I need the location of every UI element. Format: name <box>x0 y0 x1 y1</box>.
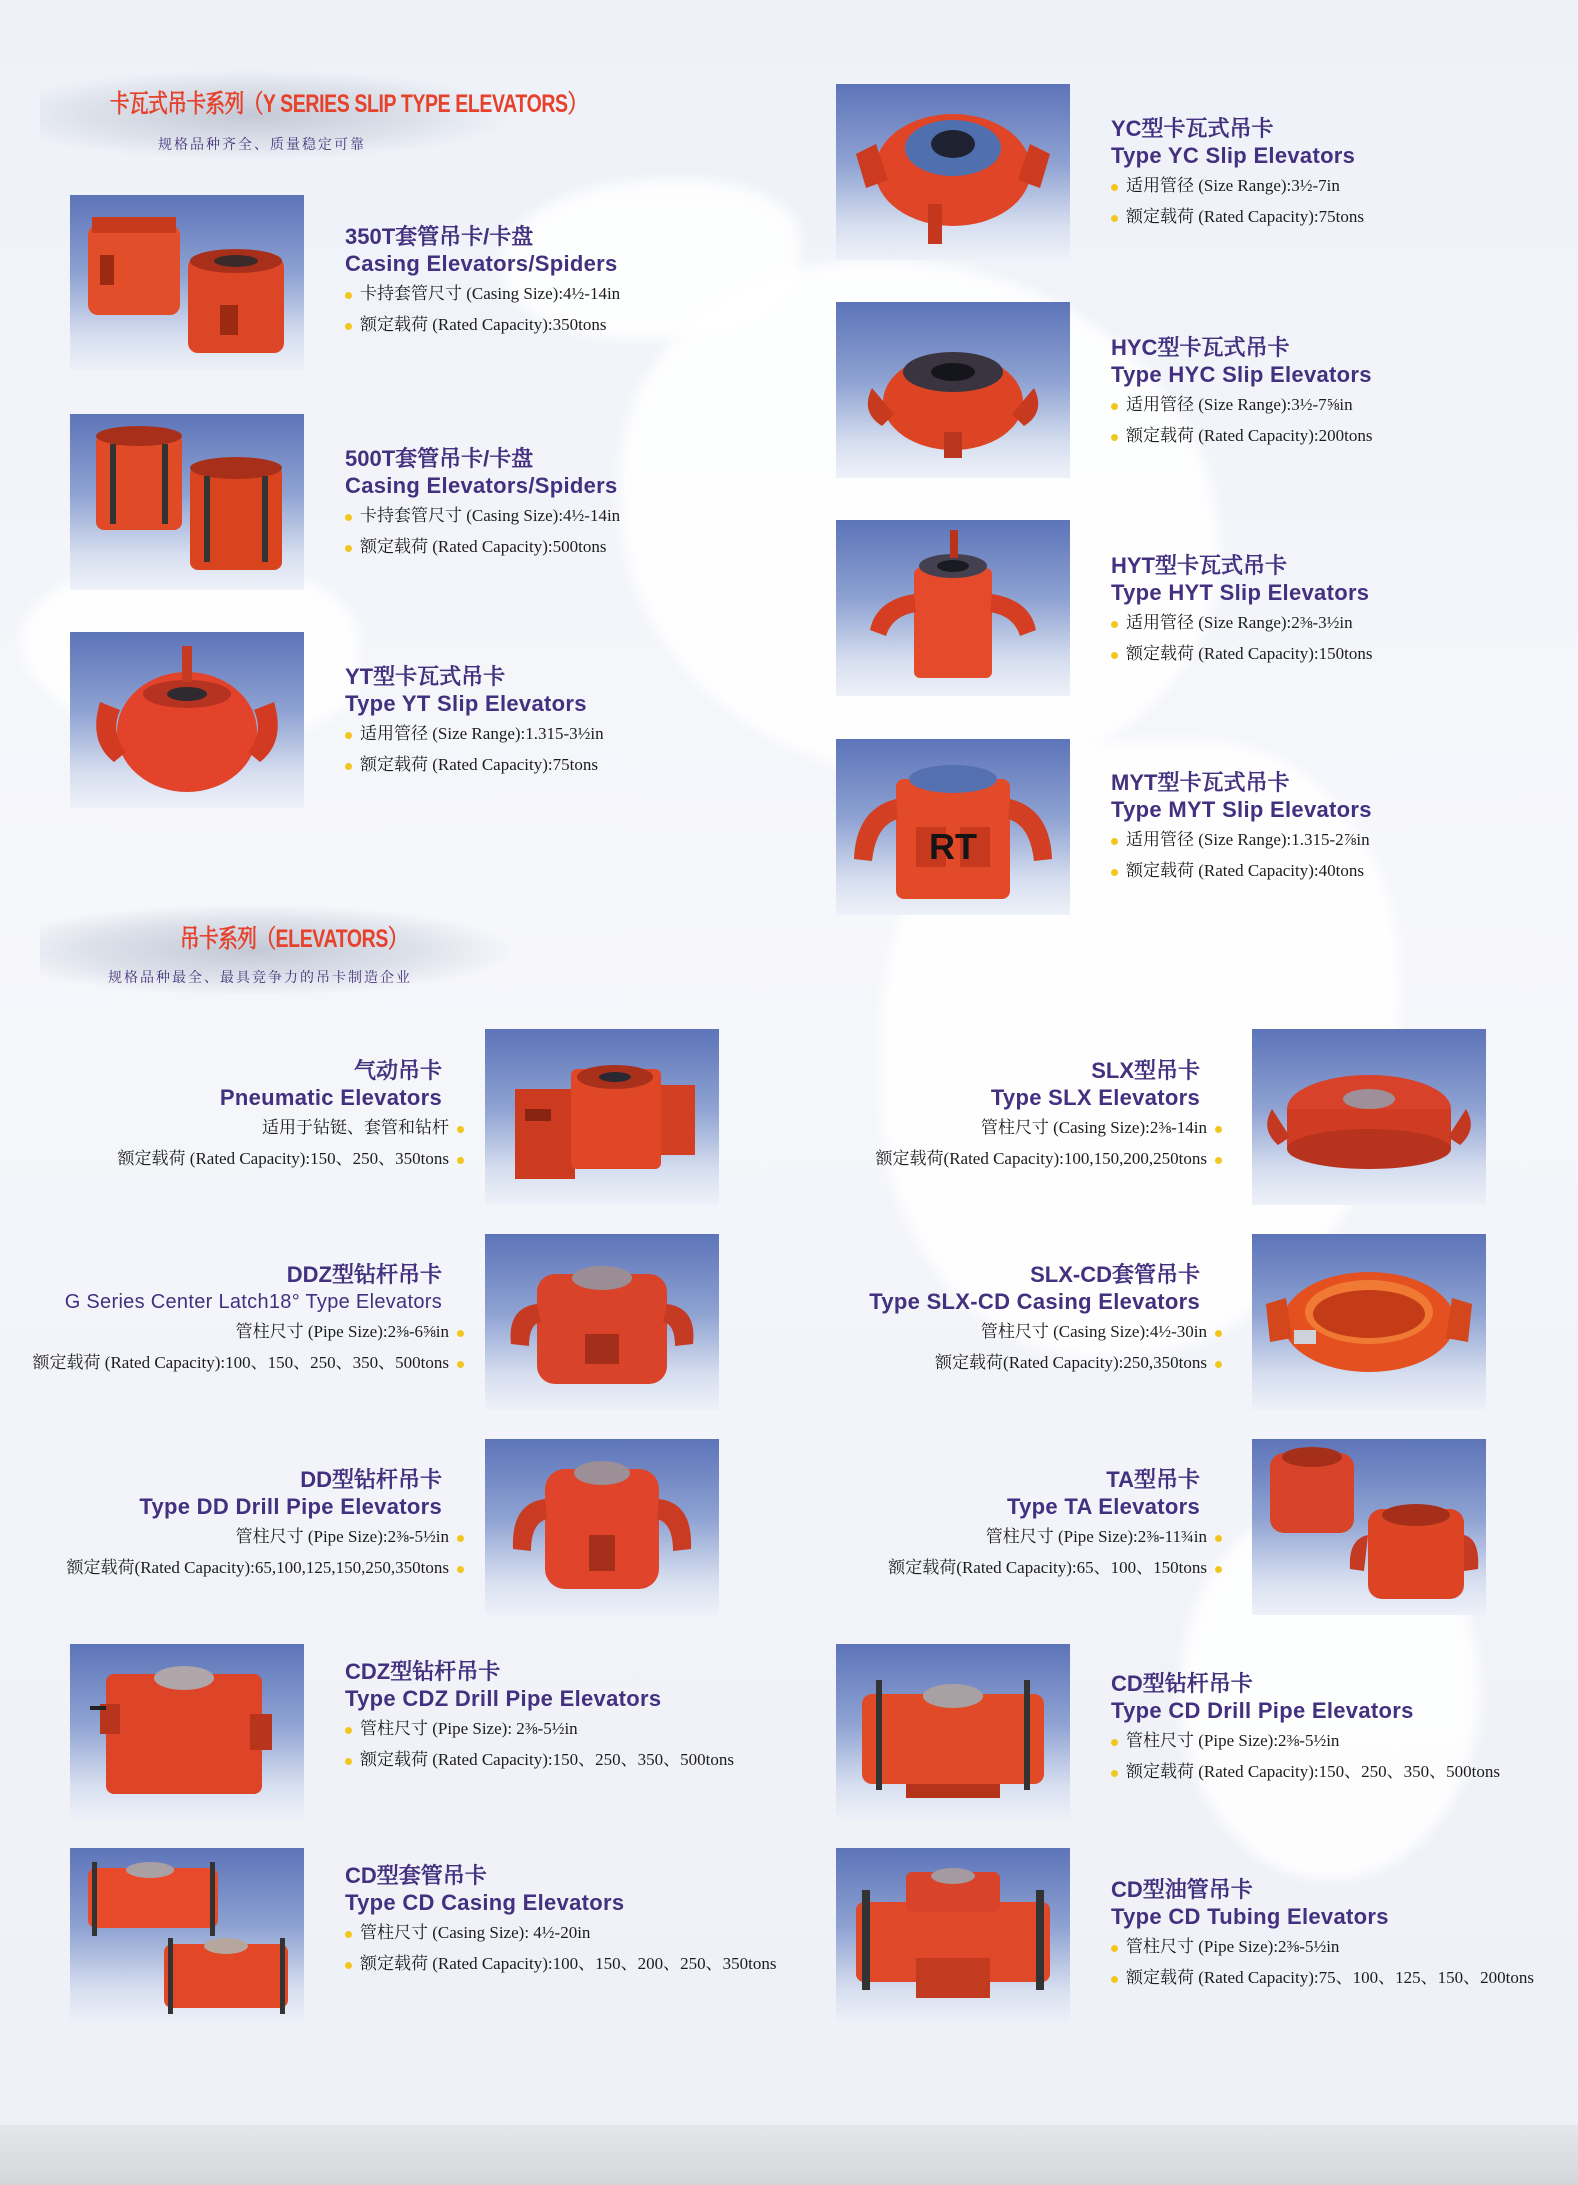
product-cn-title: CDZ型钻杆吊卡 <box>345 1659 501 1684</box>
elevators-series-subtitle: 规格品种最全、最具竞争力的吊卡制造企业 <box>108 969 412 985</box>
product-photo-ta <box>1252 1439 1486 1615</box>
product-entry-yt <box>345 664 765 780</box>
spec-line-capacity: 额定载荷 (Rated Capacity):100、150、200、250、350tons <box>345 1948 765 1979</box>
bullet-dot <box>345 545 352 552</box>
bullet-dot <box>1111 215 1118 222</box>
product-cn-title: CD型套管吊卡 <box>345 1863 487 1888</box>
spec-line-capacity: 额定载荷 (Rated Capacity):100、150、250、350、500tons <box>22 1347 464 1378</box>
product-en-title: Type YC Slip Elevators <box>1111 143 1356 168</box>
product-entry-myt <box>1111 770 1531 886</box>
product-en-title: Type CD Casing Elevators <box>345 1890 625 1915</box>
product-en-title: Type YT Slip Elevators <box>345 691 587 716</box>
product-en-title: Type SLX Elevators <box>990 1085 1200 1110</box>
product-entry-yc <box>1111 116 1531 232</box>
rt-marking: RT <box>929 826 977 867</box>
bullet-dot <box>345 323 352 330</box>
product-entry-slx <box>780 1058 1222 1174</box>
bullet-dot <box>1215 1361 1222 1368</box>
product-en-title: Pneumatic Elevators <box>219 1085 442 1110</box>
spec-line-capacity: 额定载荷(Rated Capacity):65,100,125,150,250,350tons <box>22 1552 464 1583</box>
bullet-dot <box>1111 1739 1118 1746</box>
spec-line-capacity: 额定载荷 (Rated Capacity):500tons <box>345 531 765 562</box>
product-photo-500t <box>70 414 304 590</box>
product-photo-pneumatic <box>485 1029 719 1205</box>
product-en-title: Casing Elevators/Spiders <box>345 473 618 498</box>
spec-line-capacity: 额定载荷(Rated Capacity):65、100、150tons <box>780 1552 1222 1583</box>
product-cn-title: 350T套管吊卡/卡盘 <box>345 224 534 249</box>
spec-line-size: 适用管径 (Size Range):3½-7in <box>1111 170 1531 201</box>
product-cn-title: DD型钻杆吊卡 <box>300 1467 442 1492</box>
spec-line-capacity: 额定载荷(Rated Capacity):100,150,200,250tons <box>780 1143 1222 1174</box>
slip-series-title: 卡瓦式吊卡系列（Y SERIES SLIP TYPE ELEVATORS） <box>110 90 587 118</box>
spec-line-capacity: 额定载荷(Rated Capacity):250,350tons <box>780 1347 1222 1378</box>
product-photo-350t <box>70 195 304 371</box>
product-en-title: Type SLX-CD Casing Elevators <box>869 1289 1200 1314</box>
spec-line-capacity: 额定载荷 (Rated Capacity):75、100、125、150、200tons <box>1111 1962 1531 1993</box>
product-entry-cd-casing <box>345 1863 777 1979</box>
bullet-dot <box>345 1962 352 1969</box>
product-en-title: Type HYT Slip Elevators <box>1111 580 1370 605</box>
product-cn-title: SLX型吊卡 <box>1091 1058 1200 1083</box>
spec-line-size: 适用管径 (Size Range):3½-7⅝in <box>1111 389 1531 420</box>
product-en-title: Type CD Drill Pipe Elevators <box>1111 1698 1414 1723</box>
spec-line-size: 卡持套管尺寸 (Casing Size):4½-14in <box>345 278 765 309</box>
spec-line-size: 管柱尺寸 (Pipe Size):2⅜-11¾in <box>780 1521 1222 1552</box>
scan-edge-band <box>0 2125 1578 2185</box>
spec-line-size: 适用管径 (Size Range):1.315-2⅞in <box>1111 824 1531 855</box>
product-en-title: Type DD Drill Pipe Elevators <box>139 1494 442 1519</box>
bullet-dot <box>345 1727 352 1734</box>
product-entry-cdz <box>345 1659 765 1775</box>
spec-line-capacity: 额定载荷 (Rated Capacity):150、250、350、500tons <box>345 1744 765 1775</box>
spec-line-capacity: 额定载荷 (Rated Capacity):350tons <box>345 309 765 340</box>
product-cn-title: CD型油管吊卡 <box>1111 1877 1253 1902</box>
product-photo-dd <box>485 1439 719 1615</box>
bullet-dot <box>457 1566 464 1573</box>
product-entry-dd <box>22 1467 464 1583</box>
product-photo-slxcd <box>1252 1234 1486 1410</box>
bullet-dot <box>1111 1945 1118 1952</box>
bullet-dot <box>1111 838 1118 845</box>
bullet-dot <box>457 1361 464 1368</box>
product-cn-title: YT型卡瓦式吊卡 <box>345 664 506 689</box>
bullet-dot <box>457 1157 464 1164</box>
product-en-title: Type TA Elevators <box>1007 1494 1200 1519</box>
bullet-dot <box>345 514 352 521</box>
product-entry-hyc <box>1111 335 1531 451</box>
product-cn-title: TA型吊卡 <box>1106 1467 1200 1492</box>
bullet-dot <box>1111 1770 1118 1777</box>
spec-line-capacity: 额定载荷 (Rated Capacity):150、250、350tons <box>22 1143 464 1174</box>
product-en-title: Type HYC Slip Elevators <box>1111 362 1372 387</box>
bullet-dot <box>345 763 352 770</box>
product-photo-cd-casing <box>70 1848 304 2024</box>
product-cn-title: DDZ型钻杆吊卡 <box>286 1262 442 1287</box>
bullet-dot <box>457 1330 464 1337</box>
spec-line-capacity: 额定载荷 (Rated Capacity):75tons <box>345 749 765 780</box>
spec-line-size: 适用管径 (Size Range):1.315-3½in <box>345 718 765 749</box>
bullet-dot <box>1111 434 1118 441</box>
product-cn-title: YC型卡瓦式吊卡 <box>1111 116 1274 141</box>
product-en-title: Casing Elevators/Spiders <box>345 251 618 276</box>
elevators-series-title: 吊卡系列（ELEVATORS） <box>180 925 408 953</box>
product-cn-title: MYT型卡瓦式吊卡 <box>1111 770 1290 795</box>
product-entry-pneumatic <box>22 1058 464 1174</box>
spec-line-size: 管柱尺寸 (Casing Size):4½-30in <box>780 1316 1222 1347</box>
spec-line-size: 卡持套管尺寸 (Casing Size):4½-14in <box>345 500 765 531</box>
product-cn-title: 气动吊卡 <box>353 1058 442 1083</box>
product-en-title: Type MYT Slip Elevators <box>1111 797 1372 822</box>
slip-series-banner <box>40 70 587 160</box>
bullet-dot <box>1111 184 1118 191</box>
product-entry-hyt <box>1111 553 1531 669</box>
bullet-dot <box>1215 1566 1222 1573</box>
bullet-dot <box>1111 652 1118 659</box>
bullet-dot <box>345 292 352 299</box>
spec-line-capacity: 额定载荷 (Rated Capacity):200tons <box>1111 420 1531 451</box>
product-photo-cd-drillpipe <box>836 1644 1070 1820</box>
product-entry-cd-drillpipe <box>1111 1671 1531 1787</box>
product-photo-ddz <box>485 1234 719 1410</box>
product-photo-hyc <box>836 302 1070 478</box>
bullet-dot <box>1215 1330 1222 1337</box>
product-cn-title: SLX-CD套管吊卡 <box>1030 1262 1200 1287</box>
spec-line-size: 管柱尺寸 (Pipe Size):2⅜-5½in <box>22 1521 464 1552</box>
product-photo-myt <box>836 739 1070 915</box>
product-photo-yc <box>836 84 1070 260</box>
bullet-dot <box>1111 1976 1118 1983</box>
elevators-series-banner <box>40 905 510 995</box>
spec-line-size: 管柱尺寸 (Pipe Size):2⅜-5½in <box>1111 1725 1531 1756</box>
spec-line-capacity: 额定载荷 (Rated Capacity):150、250、350、500tons <box>1111 1756 1531 1787</box>
spec-line-size: 管柱尺寸 (Pipe Size): 2⅜-5½in <box>345 1713 765 1744</box>
bullet-dot <box>1215 1535 1222 1542</box>
bullet-dot <box>345 732 352 739</box>
product-entry-ta <box>780 1467 1222 1583</box>
spec-line-capacity: 额定载荷 (Rated Capacity):150tons <box>1111 638 1531 669</box>
product-en-title: G Series Center Latch18° Type Elevators <box>64 1291 442 1313</box>
spec-line-usage: 适用于钻铤、套管和钻杆 <box>22 1112 464 1143</box>
spec-line-size: 管柱尺寸 (Pipe Size):2⅜-6⅝in <box>22 1316 464 1347</box>
slip-series-subtitle: 规格品种齐全、质量稳定可靠 <box>158 136 366 152</box>
product-entry-cd-tubing <box>1111 1877 1534 1993</box>
bullet-dot <box>1215 1157 1222 1164</box>
product-photo-yt <box>70 632 304 808</box>
spec-line-size: 管柱尺寸 (Casing Size): 4½-20in <box>345 1917 765 1948</box>
bullet-dot <box>1215 1126 1222 1133</box>
spec-line-size: 管柱尺寸 (Pipe Size):2⅜-5½in <box>1111 1931 1531 1962</box>
spec-line-capacity: 额定载荷 (Rated Capacity):40tons <box>1111 855 1531 886</box>
bullet-dot <box>1111 621 1118 628</box>
bullet-dot <box>457 1126 464 1133</box>
product-photo-cd-tubing <box>836 1848 1070 2024</box>
product-cn-title: 500T套管吊卡/卡盘 <box>345 446 534 471</box>
bullet-dot <box>345 1758 352 1765</box>
product-cn-title: CD型钻杆吊卡 <box>1111 1671 1253 1696</box>
product-cn-title: HYT型卡瓦式吊卡 <box>1111 553 1288 578</box>
spec-line-size: 管柱尺寸 (Casing Size):2⅜-14in <box>780 1112 1222 1143</box>
product-entry-ddz <box>22 1262 464 1378</box>
spec-line-capacity: 额定载荷 (Rated Capacity):75tons <box>1111 201 1531 232</box>
bullet-dot <box>1111 869 1118 876</box>
spec-line-size: 适用管径 (Size Range):2⅜-3½in <box>1111 607 1531 638</box>
product-photo-cdz <box>70 1644 304 1820</box>
product-photo-slx <box>1252 1029 1486 1205</box>
product-entry-slxcd <box>780 1262 1222 1378</box>
product-entry-350t <box>345 224 765 340</box>
product-en-title: Type CD Tubing Elevators <box>1111 1904 1389 1929</box>
bullet-dot <box>457 1535 464 1542</box>
product-entry-500t <box>345 446 765 562</box>
product-photo-hyt <box>836 520 1070 696</box>
bullet-dot <box>345 1931 352 1938</box>
product-cn-title: HYC型卡瓦式吊卡 <box>1111 335 1290 360</box>
bullet-dot <box>1111 403 1118 410</box>
product-en-title: Type CDZ Drill Pipe Elevators <box>345 1686 662 1711</box>
